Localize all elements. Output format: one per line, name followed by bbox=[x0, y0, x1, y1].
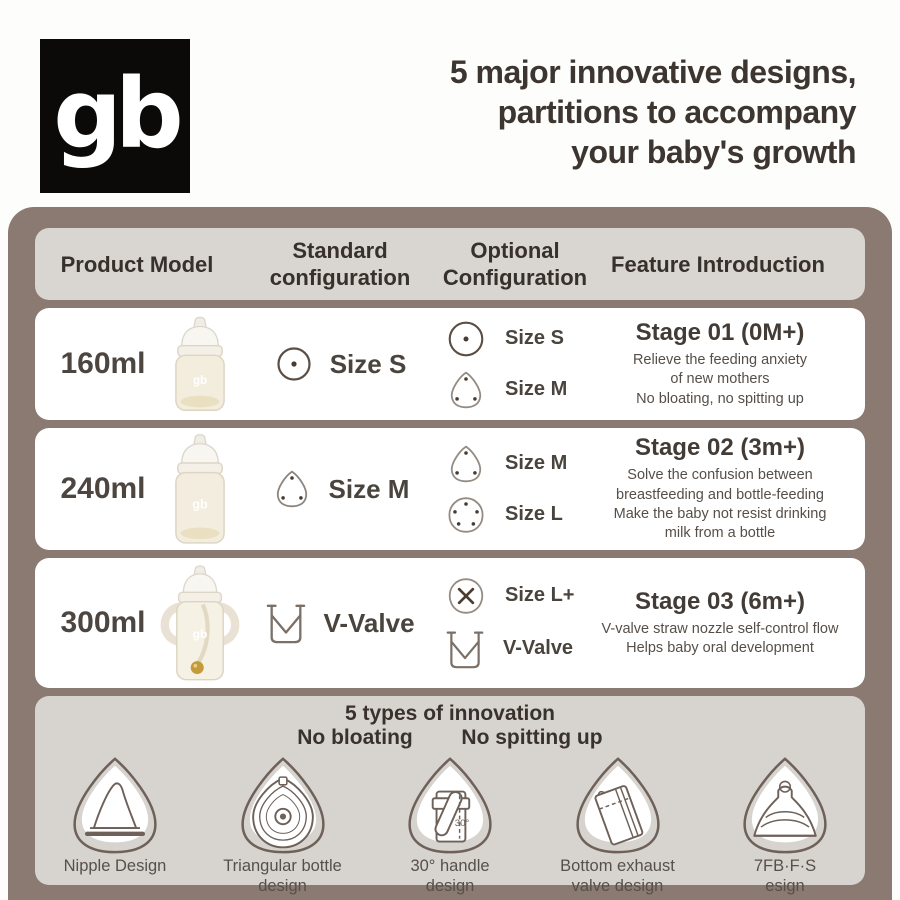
v-valve-icon bbox=[265, 599, 307, 647]
stage-title: Stage 03 (6m+) bbox=[634, 587, 806, 615]
standard-config-240ml bbox=[240, 428, 440, 550]
label-line: Triangular bottle bbox=[223, 857, 342, 875]
label-line: design bbox=[425, 877, 475, 896]
innovation-item-handle-30 bbox=[375, 755, 525, 896]
optional-item-label: Size M bbox=[505, 378, 568, 400]
bottle-watermark: gb bbox=[192, 375, 208, 388]
column-header-feature-introduction: Feature Introduction bbox=[611, 251, 825, 277]
optional-item-label: Size S bbox=[505, 327, 564, 349]
product-model-label: 300ml bbox=[60, 606, 146, 639]
optional-item-label: Size L bbox=[505, 503, 563, 525]
label-line: 30° handle bbox=[410, 857, 490, 875]
handle-30-icon bbox=[398, 755, 502, 855]
handle-angle-label: 30° bbox=[454, 818, 470, 830]
column-header-product-model: Product Model bbox=[60, 251, 214, 277]
innovation-item-label bbox=[754, 856, 816, 896]
headline-line-1: 5 major innovative designs, bbox=[449, 54, 856, 90]
innovation-panel bbox=[35, 696, 865, 896]
optional-item-label: V-Valve bbox=[503, 637, 574, 659]
product-model-label: 160ml bbox=[60, 347, 146, 380]
stage-title: Stage 01 (0M+) bbox=[635, 319, 805, 347]
feature-line: V-valve straw nozzle self-control flow bbox=[601, 620, 839, 637]
headline-line-2: partitions to accompany bbox=[497, 94, 856, 130]
optional-item-label: Size L+ bbox=[505, 584, 575, 606]
innovation-icons-row bbox=[35, 752, 865, 896]
page-title bbox=[450, 52, 856, 172]
no-bloating-label: No bloating bbox=[297, 726, 413, 749]
feature-line: No bloating, no spitting up bbox=[636, 390, 804, 407]
label-line: esign bbox=[765, 877, 805, 896]
product-model-label: 240ml bbox=[60, 472, 146, 505]
bottle-160ml-icon bbox=[147, 313, 253, 415]
nipple-size-m-icon bbox=[445, 369, 487, 411]
optional-item bbox=[445, 494, 563, 536]
innovation-item-label bbox=[64, 856, 167, 876]
bottle-watermark: gb bbox=[192, 626, 208, 641]
nipple-front-icon bbox=[733, 755, 837, 855]
exhaust-valve-icon bbox=[566, 755, 670, 855]
feature-300ml bbox=[590, 558, 850, 688]
table-row-300ml bbox=[35, 558, 865, 688]
innovation-item-label bbox=[560, 856, 675, 896]
standard-config-label: V-Valve bbox=[323, 607, 415, 638]
feature-line: Make the baby not resist drinking bbox=[613, 506, 827, 522]
table-row-160ml bbox=[35, 308, 865, 420]
table-row-240ml bbox=[35, 428, 865, 550]
standard-config-label: Size M bbox=[328, 473, 410, 504]
innovation-item-triangular-bottle bbox=[208, 755, 358, 896]
feature-line: Relieve the feeding anxiety bbox=[632, 352, 808, 369]
innovation-item-label bbox=[410, 856, 489, 896]
headline-line-3: your baby's growth bbox=[571, 134, 856, 170]
nipple-size-m-icon bbox=[445, 443, 487, 485]
innovation-item-nipple-design bbox=[40, 755, 190, 896]
nipple-size-s-icon bbox=[445, 318, 487, 360]
standard-config-160ml bbox=[240, 308, 440, 420]
nipple-size-l-plus-icon bbox=[445, 575, 487, 617]
standard-config-300ml bbox=[240, 558, 440, 688]
optional-item-label: Size M bbox=[505, 452, 568, 474]
standard-config-label: Size S bbox=[329, 348, 407, 379]
triangular-bottle-icon bbox=[231, 755, 335, 855]
feature-160ml bbox=[590, 308, 850, 420]
feature-line: breastfeeding and bottle-feeding bbox=[616, 486, 824, 503]
v-valve-icon bbox=[445, 626, 485, 672]
feature-240ml bbox=[590, 428, 850, 550]
optional-item bbox=[445, 443, 567, 485]
no-spitting-up-label: No spitting up bbox=[461, 726, 603, 749]
optional-item bbox=[445, 369, 567, 411]
label-line: design bbox=[258, 877, 307, 896]
bottle-watermark: gb bbox=[192, 497, 208, 512]
optional-item bbox=[445, 575, 574, 617]
innovation-item-label bbox=[223, 856, 342, 896]
innovation-item-exhaust-valve bbox=[543, 755, 693, 896]
column-header-optional-configuration: Optional Configuration bbox=[442, 238, 588, 290]
comparison-table-container bbox=[8, 207, 892, 900]
nipple-size-m-icon bbox=[271, 468, 313, 510]
innovation-item-7fbfs bbox=[710, 755, 860, 896]
gb-logo: gb bbox=[40, 39, 190, 193]
optional-item bbox=[445, 318, 564, 360]
label-line: 7FB·F·S bbox=[753, 857, 817, 875]
nipple-size-s-icon bbox=[274, 344, 314, 384]
label-line: Bottom exhaust bbox=[560, 857, 675, 875]
nipple-side-icon bbox=[63, 755, 167, 855]
feature-line: Solve the confusion between bbox=[627, 467, 813, 484]
feature-line: of new mothers bbox=[670, 371, 770, 388]
feature-line: milk from a bottle bbox=[664, 525, 776, 542]
column-header-standard-configuration: Standard configuration bbox=[269, 238, 411, 290]
innovation-title: 5 types of innovation bbox=[344, 702, 556, 725]
bottle-240ml-icon bbox=[147, 431, 253, 547]
stage-title: Stage 02 (3m+) bbox=[634, 434, 806, 462]
label-line: Nipple Design bbox=[63, 857, 167, 875]
table-header-row bbox=[35, 228, 865, 300]
optional-item bbox=[445, 626, 573, 672]
label-line: valve design bbox=[571, 877, 664, 896]
innovation-subtitles bbox=[35, 726, 865, 752]
nipple-size-l-icon bbox=[445, 494, 487, 536]
feature-line: Helps baby oral development bbox=[626, 640, 814, 656]
